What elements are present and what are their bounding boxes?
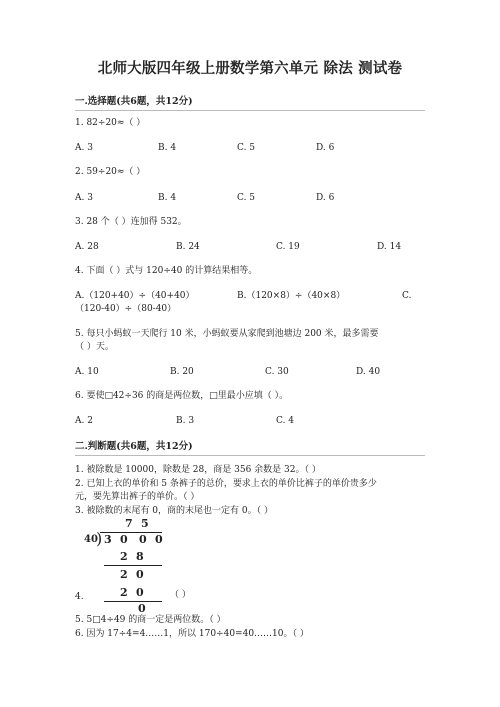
question-3-option-b: B. 24	[176, 242, 200, 252]
step3-digit-1: 2	[120, 586, 128, 599]
question-5-option-c: C. 30	[265, 367, 289, 377]
question-2-stem: 2. 59÷20≈（ ）	[75, 167, 146, 177]
question-5-option-a: A. 10	[75, 367, 99, 377]
question-3-option-d: D. 14	[377, 242, 402, 252]
divisor: 40	[84, 534, 98, 545]
dividend-digit-2: 0	[120, 533, 128, 546]
section-heading-judgment: 二.判断题(共6题，共12分)	[75, 441, 193, 452]
question-1-option-b: B. 4	[158, 143, 177, 153]
question-4-option-c-label: C.	[402, 291, 412, 301]
question-2-option-a: A. 3	[75, 193, 93, 203]
question-3-stem: 3. 28 个（ ）连加得 532。	[75, 217, 187, 227]
judgment-2-line2: 元，要先算出裤子的单价。（ ）	[75, 492, 200, 502]
question-5-stem-line2: （ ）天。	[75, 342, 114, 352]
question-2-option-b: B. 4	[158, 193, 177, 203]
question-4-option-a: A.（120+40）÷（40+40）	[75, 291, 195, 301]
section-divider	[75, 110, 425, 111]
step2-digit-1: 2	[120, 568, 128, 581]
quotient-digit-1: 7	[125, 517, 133, 530]
dividend-digit-1: 3	[104, 533, 112, 546]
step1-digit-1: 2	[120, 550, 128, 563]
section-divider	[75, 455, 425, 456]
question-6-stem: 6. 要使□42÷36 的商是两位数，□里最小应填（ ）。	[75, 391, 289, 401]
judgment-3: 3. 被除数的末尾有 0，商的末尾也一定有 0。（ ）	[75, 506, 273, 516]
judgment-4-label: 4.	[75, 592, 84, 602]
judgment-1: 1. 被除数是 10000，除数是 28，商是 356 余数是 32。（ ）	[75, 465, 321, 475]
page-title: 北师大版四年级上册数学第六单元 除法 测试卷	[97, 60, 403, 77]
question-4-option-c-text: （120-40）÷（80-40）	[75, 304, 177, 314]
question-5-stem-line1: 5. 每只小蚂蚁一天爬行 10 米，小蚂蚁要从家爬到池塘边 200 米，最多需要	[75, 329, 379, 339]
step3-line	[104, 601, 162, 602]
question-1-stem: 1. 82÷20≈（ ）	[75, 118, 146, 128]
judgment-6: 6. 因为 17÷4=4……1，所以 170÷40=40……10。（ ）	[75, 629, 309, 639]
question-3-option-c: C. 19	[276, 242, 300, 252]
question-3-option-a: A. 28	[75, 242, 99, 252]
question-4-option-b: B.（120×8）÷（40×8）	[237, 291, 346, 301]
question-6-option-a: A. 2	[75, 416, 93, 426]
question-5-option-d: D. 40	[356, 367, 381, 377]
judgment-4-blank: （ ）	[170, 590, 191, 600]
quotient-digit-2: 5	[141, 517, 149, 530]
question-2-option-c: C. 5	[237, 193, 256, 203]
question-2-option-d: D. 6	[316, 193, 335, 203]
remainder: 0	[138, 602, 146, 615]
question-1-option-c: C. 5	[237, 143, 256, 153]
question-5-option-b: B. 20	[170, 367, 194, 377]
question-1-option-a: A. 3	[75, 143, 93, 153]
step1-digit-2: 8	[136, 550, 144, 563]
question-6-option-c: C. 4	[276, 416, 295, 426]
question-1-option-d: D. 6	[316, 143, 335, 153]
judgment-2-line1: 2. 已知上衣的单价和 5 条裤子的总价，要求上衣的单价比裤子的单价贵多少	[75, 479, 377, 489]
section-heading-choice: 一.选择题(共6题，共12分)	[75, 96, 193, 107]
step2-digit-2: 0	[136, 568, 144, 581]
division-bracket: )	[96, 529, 103, 548]
judgment-5: 5. 5□4÷49 的商一定是两位数。（ ）	[75, 615, 226, 625]
dividend-digit-4: 0	[155, 533, 163, 546]
step1-line	[104, 565, 162, 566]
dividend-digit-3: 0	[139, 533, 147, 546]
step3-digit-2: 0	[136, 586, 144, 599]
question-6-option-b: B. 3	[176, 416, 195, 426]
question-4-stem: 4. 下面（ ）式与 120÷40 的计算结果相等。	[75, 266, 258, 276]
